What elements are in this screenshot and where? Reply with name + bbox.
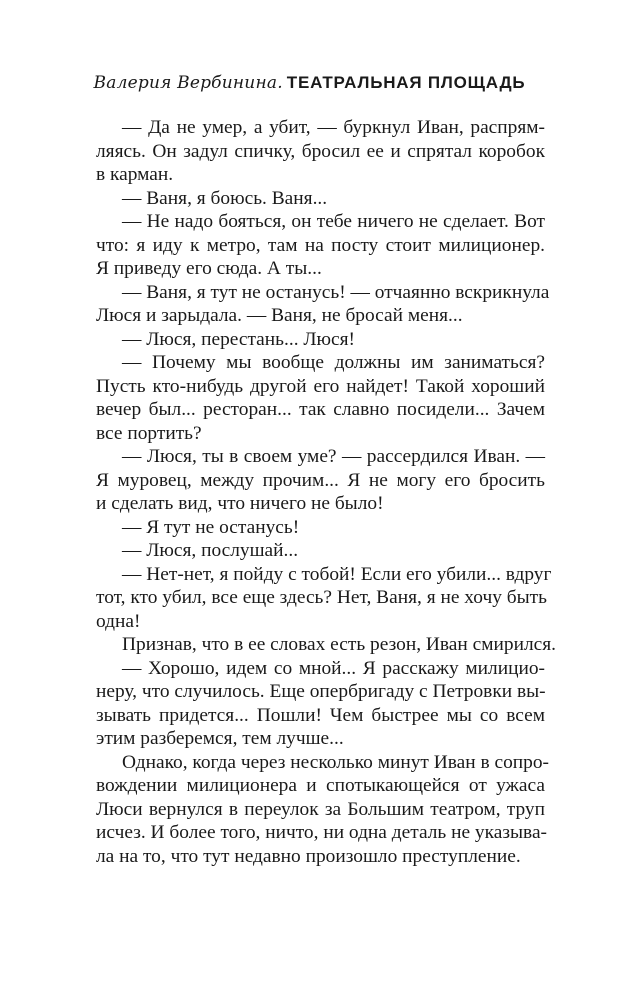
text-line: неру, что случилось. Еще опербригаду с Петровки вы- bbox=[96, 681, 546, 702]
text-line: Люся и зарыдала. — Ваня, не бросай меня... bbox=[96, 305, 463, 326]
text-line: исчез. И более того, ничто, ни одна деталь не указыва- bbox=[96, 822, 548, 843]
text-line: Люси вернулся в переулок за Большим театром, труп bbox=[96, 798, 545, 820]
running-header bbox=[0, 68, 619, 99]
text-line: все портить? bbox=[96, 422, 202, 444]
text-line: — Люся, перестань... Люся! bbox=[122, 328, 356, 350]
text-line: тот, кто убил, все еще здесь? Нет, Ваня, я не хочу быть bbox=[96, 587, 547, 608]
text-line: вечер был... ресторан... так славно посидели... Зачем bbox=[96, 399, 545, 420]
text-line: — Да не умер, а убит, — буркнул Иван, распрям- bbox=[122, 117, 545, 138]
text-line: — Хорошо, идем со мной... Я расскажу милицио- bbox=[122, 657, 545, 679]
text-line: Я муровец, между прочим... Я не могу его бросить bbox=[96, 469, 545, 491]
text-line: — Ваня, я боюсь. Ваня... bbox=[122, 187, 328, 209]
text-line: Однако, когда через несколько минут Иван в сопро- bbox=[122, 751, 550, 773]
text-line: Я приведу его сюда. А ты... bbox=[96, 258, 322, 279]
text-line: — Люся, ты в своем уме? — рассердился Иван. — bbox=[122, 446, 545, 467]
text-line: — Ваня, я тут не останусь! — отчаянно вскрикнула bbox=[122, 281, 550, 303]
text-line: Пусть кто-нибудь другой его найдет! Такой хороший bbox=[96, 375, 545, 397]
author-name: Валерия Вербинина. bbox=[93, 73, 283, 93]
text-line: — Я тут не останусь! bbox=[122, 516, 300, 538]
text-line: ляясь. Он задул спичку, бросил ее и спрятал коробок bbox=[96, 140, 545, 162]
text-line: одна! bbox=[96, 610, 141, 632]
text-line: и сделать вид, что ничего не было! bbox=[96, 493, 384, 514]
text-line: зывать придется... Пошли! Чем быстрее мы со всем bbox=[96, 704, 545, 726]
text-line: — Нет-нет, я пойду с тобой! Если его убили... вдруг bbox=[122, 563, 552, 585]
text-line: что: я иду к метро, там на посту стоит милиционер. bbox=[96, 234, 545, 256]
text-line: — Не надо бояться, он тебе ничего не сделает. Вот bbox=[122, 211, 545, 232]
text-line: ла на то, что тут недавно произошло преступление. bbox=[96, 845, 521, 867]
text-line: вождении милиционера и спотыкающейся от ужаса bbox=[96, 775, 545, 796]
text-line: этим разберемся, тем лучше... bbox=[96, 728, 344, 749]
text-line: в карман. bbox=[96, 164, 174, 185]
text-line: Признав, что в ее словах есть резон, Иван смирился. bbox=[122, 634, 556, 655]
text-line: — Люся, послушай... bbox=[122, 540, 299, 561]
text-line: — Почему мы вообще должны им заниматься? bbox=[122, 352, 545, 373]
book-title: ТЕАТРАЛЬНАЯ ПЛОЩАДЬ bbox=[286, 73, 526, 92]
body-text bbox=[96, 116, 556, 868]
